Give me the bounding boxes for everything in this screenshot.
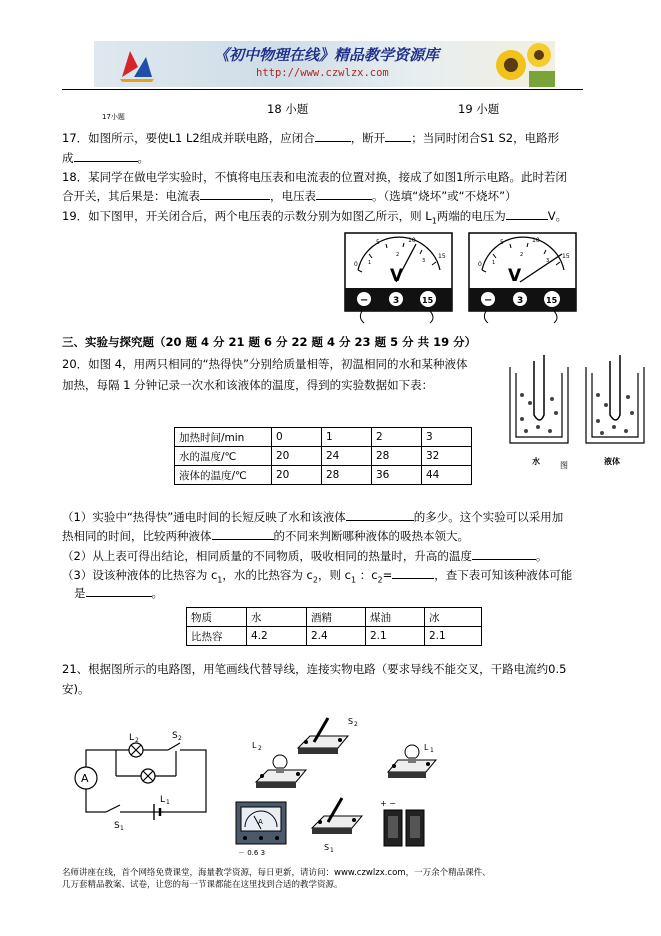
- scale-0: 0: [354, 261, 358, 268]
- q18-line2: 合开关，其后果是：电流表 ，电压表 。（选填“烧坏”或“不烧坏”）: [62, 189, 517, 203]
- inner-1: 1: [368, 260, 372, 266]
- table-row: 加热时间/min 0 1 2 3: [175, 428, 472, 447]
- svg-text:1: 1: [120, 825, 124, 830]
- q20-p1-line1: （1）实验中“热得快”通电时间的长短反映了水和该液体 的多少。这个实验可以采用加: [62, 510, 564, 524]
- circuit-diagram: [68, 730, 218, 830]
- terminal-15: 15: [422, 296, 434, 305]
- q18-line1: 18．某同学在做电学实验时，不慎将电压表和电流表的位置对换，接成了如图1所示电路。此时若闭: [62, 170, 567, 184]
- label-s1: S: [324, 843, 330, 852]
- inner-3: 3: [422, 258, 426, 264]
- beaker-water: [510, 355, 568, 443]
- q19-line: 19．如下图甲，开关闭合后，两个电压表的示数分别为如图乙所示，则 $L_1$两端的电压为 V。: [62, 209, 568, 226]
- q20-blank-temp[interactable]: [472, 548, 536, 560]
- q18-blank-voltmeter[interactable]: [316, 188, 372, 200]
- q20-line1: 20．如图 4，用两只相同的“热得快”分别给质量相等，初温相同的水和某种液体: [62, 357, 468, 371]
- q20-blank-heat[interactable]: [346, 509, 414, 521]
- q17-blank-close[interactable]: [315, 130, 351, 142]
- scale-5: 5: [376, 239, 380, 246]
- label-s2: S: [172, 731, 178, 741]
- terminal-minus: −: [484, 295, 493, 306]
- meter-symbol: V: [508, 266, 522, 286]
- terminal-3: 3: [393, 296, 400, 306]
- svg-text:2: 2: [258, 745, 262, 752]
- q17-line2: 成 。: [62, 151, 149, 165]
- label-l1: L: [160, 795, 166, 805]
- svg-text:2: 2: [354, 721, 358, 728]
- svg-text:2: 2: [135, 737, 139, 744]
- meter-symbol: V: [390, 266, 404, 286]
- switch-s1: [312, 798, 362, 834]
- svg-text:1: 1: [330, 847, 334, 854]
- inner-2: 2: [396, 252, 400, 258]
- svg-text:1: 1: [166, 799, 170, 806]
- q21-line2: 安)。: [62, 682, 90, 696]
- table-row: 水的温度/℃ 20 24 28 32: [175, 447, 472, 466]
- battery-icon: [384, 810, 424, 846]
- q20-p3-line2: 是 。: [74, 586, 163, 600]
- q17-blank-circuit[interactable]: [74, 150, 138, 162]
- scale-15: 15: [438, 253, 446, 260]
- section3-heading: 三、实验与探究题（20 题 4 分 21 题 6 分 22 题 4 分 23 题 5 分 共 19 分）: [62, 335, 477, 349]
- scale-10: 10: [408, 237, 416, 244]
- inner-2: 2: [520, 252, 524, 258]
- svg-text:1: 1: [430, 747, 434, 754]
- label-l1: L: [424, 743, 429, 752]
- footer-line2: 几万套精品教案、试卷，让您的每一节课都能在这里找到合适的教学资源。: [62, 880, 343, 890]
- voltmeter-2: [468, 232, 578, 324]
- q18-blank-ammeter[interactable]: [200, 188, 270, 200]
- physical-components: [228, 712, 458, 862]
- terminal-3: 3: [517, 296, 524, 306]
- table-row: 液体的温度/℃ 20 28 36 44: [175, 466, 472, 485]
- bulb-l2: [256, 755, 306, 788]
- beakers-figure: [496, 355, 656, 455]
- q21-line1: 21、根据图所示的电路图，用笔画线代替导线，连接实物电路（要求导线不能交叉，干路电流约0.5: [62, 662, 567, 676]
- ammeter-scale: － 0.6 3: [238, 849, 266, 857]
- fig19-label: 19 小题: [458, 102, 500, 116]
- fig17-label: 17小题: [102, 113, 125, 121]
- banner-title: 《初中物理在线》精品教学资源库: [214, 46, 440, 64]
- q19-blank-voltage[interactable]: [506, 208, 548, 220]
- label-l2: L: [252, 741, 257, 750]
- header-banner: [94, 41, 555, 87]
- q20-blank-ratio[interactable]: [392, 567, 434, 579]
- fig18-label: 18 小题: [267, 102, 309, 116]
- label-s1: S: [114, 821, 120, 830]
- fig-label-liquid: 液体: [604, 457, 620, 466]
- q20-blank-compare[interactable]: [212, 528, 274, 540]
- q20-p2: （2）从上表可得出结论，相同质量的不同物质，吸收相同的热量时，升高的温度 。: [62, 549, 548, 563]
- q17-blank-open[interactable]: [385, 130, 411, 142]
- header-rule: [62, 89, 583, 90]
- table-row: 物质 水 酒精 煤油 冰: [187, 608, 482, 627]
- svg-text:2: 2: [178, 735, 182, 742]
- fig-label-water: 水: [532, 457, 540, 466]
- fig-label-fig: 图: [560, 461, 568, 470]
- switch-s2: [298, 718, 348, 754]
- battery-marks: + −: [380, 799, 396, 808]
- footer-line1: 名师讲座在线，首个网络免费课堂，海量教学资源，每日更新，请访问：www.czwlzx.com，一万余个精品课件、: [62, 868, 491, 878]
- q20-blank-substance[interactable]: [86, 585, 152, 597]
- inner-1: 1: [492, 260, 496, 266]
- q17-line1: 17．如图所示，要使L1 L2组成并联电路，应闭合 ，断开 ；当同时闭合S1 S2，电路形: [62, 131, 560, 145]
- ammeter-symbol: A: [81, 772, 89, 785]
- bulb-l1: [388, 745, 436, 778]
- q20-p3-line1: （3）设该种液体的比热容为 $c_1$，水的比热容为 $c_2$，则 $c_1$ ：$c_2=$ ，查下表可知该种液体可能: [62, 568, 573, 585]
- sunflower-icon: [489, 41, 555, 87]
- temperature-table: [174, 427, 472, 485]
- scale-10: 10: [532, 237, 540, 244]
- voltmeter-1: [344, 232, 454, 324]
- banner-url: http://www.czwlzx.com: [256, 67, 389, 79]
- scale-15: 15: [562, 253, 570, 260]
- inner-3: 3: [546, 258, 550, 264]
- q20-line2: 加热，每隔 1 分钟记录一次水和该液体的温度，得到的实验数据如下表：: [62, 378, 434, 392]
- scale-5: 5: [500, 239, 504, 246]
- terminal-15: 15: [546, 296, 558, 305]
- specific-heat-table: [186, 607, 482, 646]
- svg-text:A: A: [258, 818, 263, 826]
- logo-icon: [116, 47, 156, 83]
- label-l2: L: [129, 733, 135, 743]
- ammeter-device: [236, 802, 286, 844]
- terminal-minus: −: [360, 295, 369, 306]
- table-row: 比热容 4.2 2.4 2.1 2.1: [187, 627, 482, 646]
- beaker-liquid: [586, 355, 644, 443]
- q20-p1-line2: 热相同的时间，比较两种液体 的不同来判断哪种液体的吸热本领大。: [62, 529, 469, 543]
- scale-0: 0: [478, 261, 482, 268]
- label-s2: S: [348, 717, 354, 726]
